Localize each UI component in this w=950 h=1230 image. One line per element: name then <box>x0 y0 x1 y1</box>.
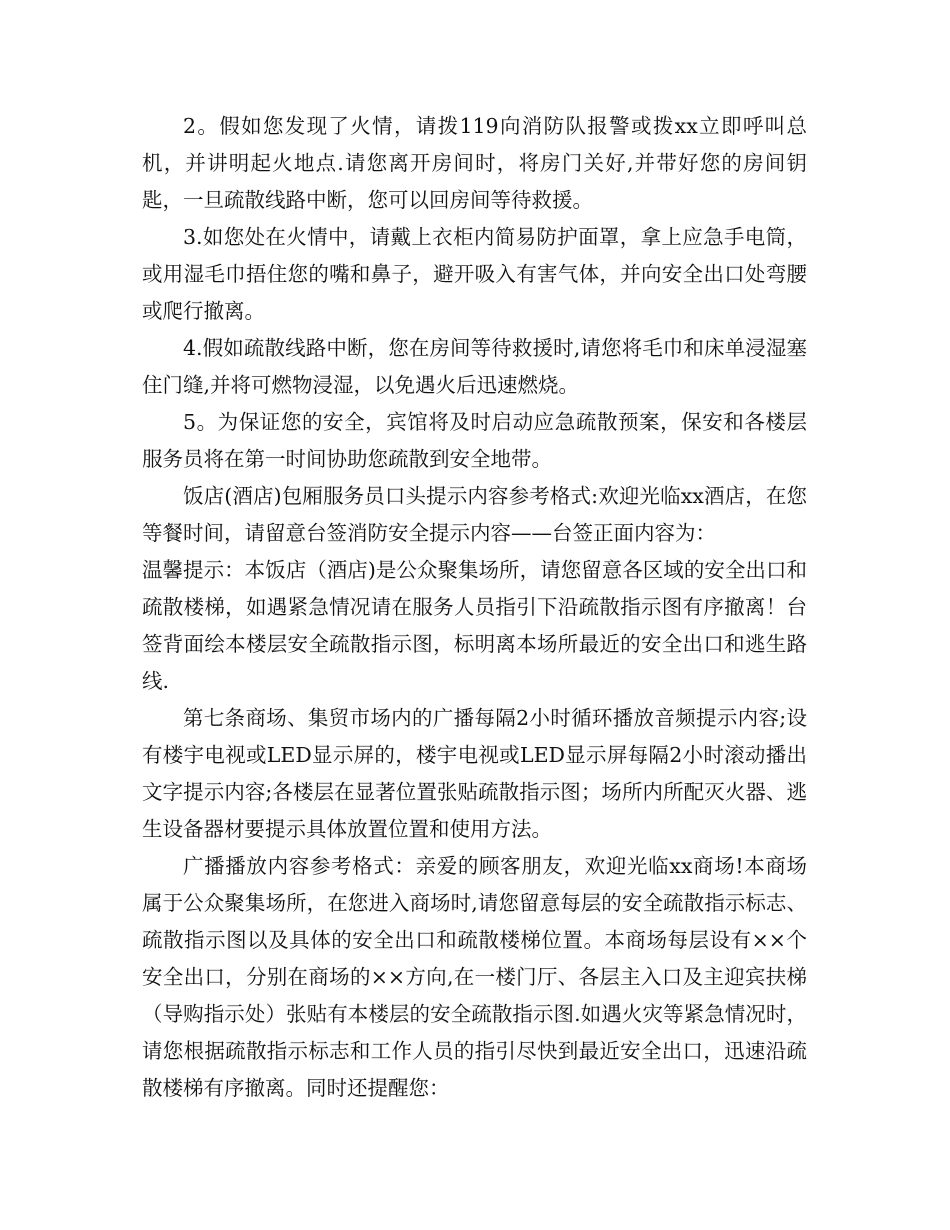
paragraph-item-4: 4.假如疏散线路中断，您在房间等待救援时,请您将毛巾和床单浸湿塞住门缝,并将可燃物浸湿，以免遇火后迅速燃烧。 <box>142 336 807 397</box>
paragraph-warm-tip: 温馨提示：本饭店（酒店)是公众聚集场所，请您留意各区域的安全出口和疏散楼梯，如遇紧急情况请在服务人员指引下沿疏散指示图有序撤离！台签背面绘本楼层安全疏散指示图，标明离本场所最近的安全出口和逃生路线. <box>142 558 807 693</box>
paragraph-item-3: 3.如您处在火情中，请戴上衣柜内简易防护面罩，拿上应急手电筒，或用湿毛巾捂住您的嘴和鼻子，避开吸入有害气体，并向安全出口处弯腰或爬行撤离。 <box>142 225 807 323</box>
paragraph-article-seven: 第七条商场、集贸市场内的广播每隔2小时循环播放音频提示内容;设有楼宇电视或LED显示屏的，楼宇电视或LED显示屏每隔2小时滚动播出文字提示内容;各楼层在显著位置张贴疏散指示图；场所内所配灭火器、逃生设备器材要提示具体放置位置和使用方法。 <box>142 706 807 841</box>
paragraph-item-5: 5。为保证您的安全，宾馆将及时启动应急疏散预案，保安和各楼层服务员将在第一时间协助您疏散到安全地带。 <box>142 410 807 471</box>
paragraph-broadcast-format: 广播播放内容参考格式：亲爱的顾客朋友，欢迎光临xx商场!本商场属于公众聚集场所，在您进入商场时,请您留意每层的安全疏散指示标志、疏散指示图以及具体的安全出口和疏散楼梯位置。本商场每层设有××个安全出口，分别在商场的××方向,在一楼门厅、各层主入口及主迎宾扶梯（导购指示处）张贴有本楼层的安全疏散指示图.如遇火灾等紧急情况时，请您根据疏散指示标志和工作人员的指引尽快到最近安全出口，迅速沿疏散楼梯有序撤离。同时还提醒您： <box>142 854 807 1100</box>
paragraph-item-2: 2。假如您发现了火情，请拨119向消防队报警或拨xx立即呼叫总机，并讲明起火地点.请您离开房间时，将房门关好,并带好您的房间钥匙，一旦疏散线路中断，您可以回房间等待救援。 <box>142 114 807 212</box>
paragraph-restaurant-prompt: 饭店(酒店)包厢服务员口头提示内容参考格式:欢迎光临xx酒店，在您等餐时间，请留意台签消防安全提示内容——台签正面内容为： <box>142 484 807 545</box>
document-body <box>142 108 807 1107</box>
